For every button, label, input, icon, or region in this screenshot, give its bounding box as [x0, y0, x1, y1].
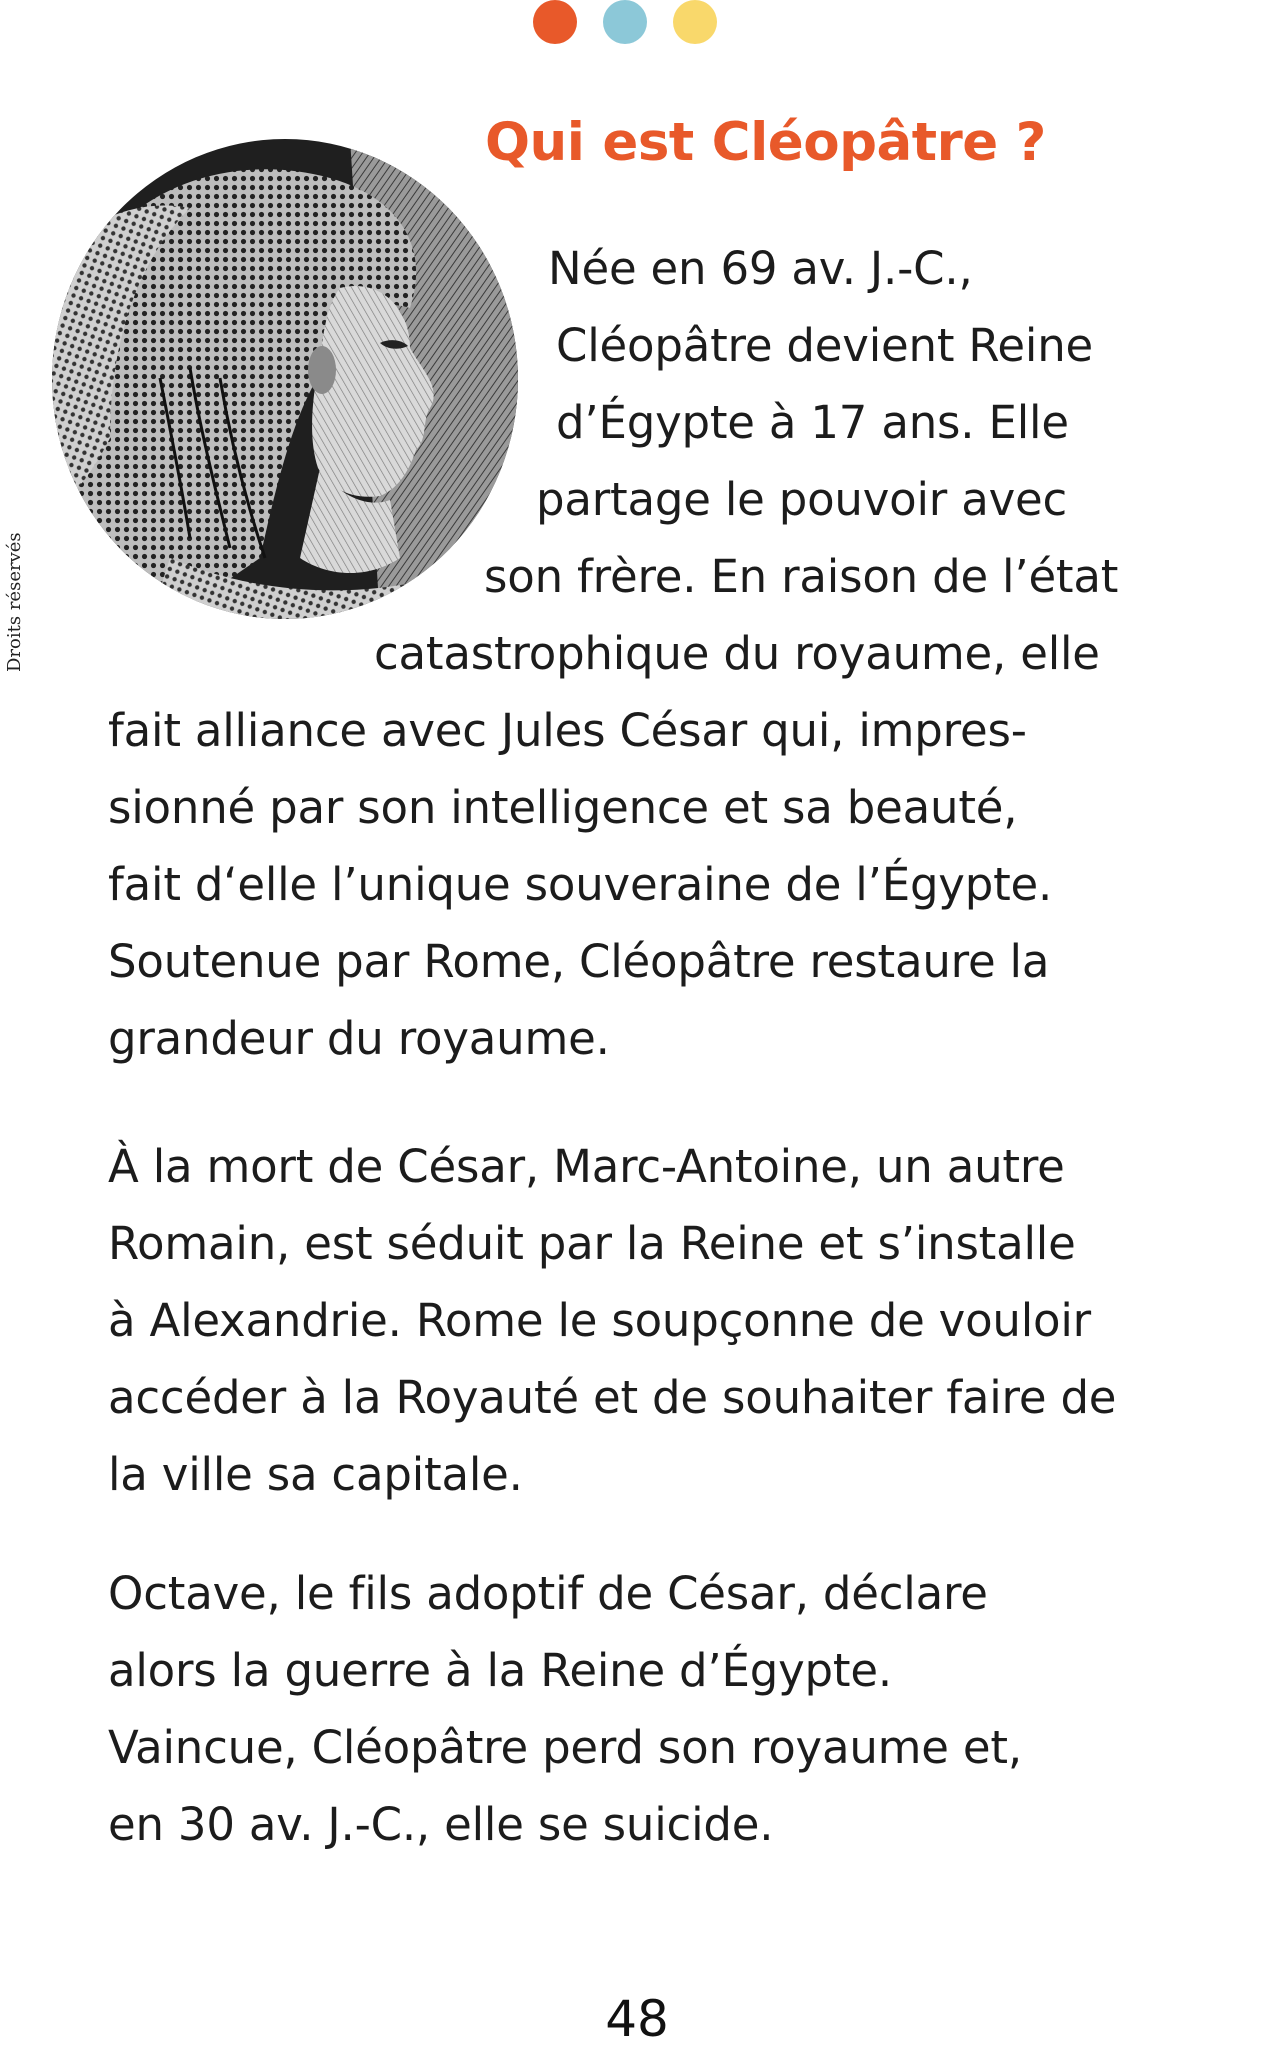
- paragraph-1-line: son frère. En raison de l’état: [484, 550, 1119, 603]
- paragraph-3: [108, 1555, 1022, 1863]
- paragraph-3-line: Octave, le fils adoptif de César, déclare: [108, 1567, 988, 1620]
- paragraph-3-line: en 30 av. J.-C., elle se suicide.: [108, 1798, 774, 1851]
- paragraph-1-line: Née en 69 av. J.-C.,: [548, 242, 973, 295]
- paragraph-2-line: la ville sa capitale.: [108, 1448, 523, 1501]
- paragraph-1-line: grandeur du royaume.: [108, 1012, 610, 1065]
- photo-credit: Droits réservés: [4, 532, 25, 672]
- paragraph-1-line: Soutenue par Rome, Cléopâtre restaure la: [108, 935, 1050, 988]
- paragraph-1: [0, 230, 1118, 1077]
- paragraph-1-line: fait alliance avec Jules César qui, impres-: [108, 704, 1027, 757]
- paragraph-1-line: sionné par son intelligence et sa beauté,: [108, 781, 1018, 834]
- yellow-dot-icon: [673, 0, 717, 44]
- decorative-dots: [0, 0, 1274, 50]
- paragraph-1-line: fait d‘elle l’unique souveraine de l’Égypte.: [108, 858, 1053, 911]
- paragraph-1-line: catastrophique du royaume, elle: [374, 627, 1100, 680]
- paragraph-1-line: Cléopâtre devient Reine: [556, 319, 1094, 372]
- paragraph-2-line: à Alexandrie. Rome le soupçonne de vouloir: [108, 1294, 1091, 1347]
- paragraph-2: [108, 1128, 1116, 1513]
- paragraph-3-line: alors la guerre à la Reine d’Égypte.: [108, 1644, 892, 1697]
- paragraph-2-line: Romain, est séduit par la Reine et s’installe: [108, 1217, 1076, 1270]
- paragraph-3-line: Vaincue, Cléopâtre perd son royaume et,: [108, 1721, 1022, 1774]
- page-title: Qui est Cléopâtre ?: [485, 112, 1046, 173]
- paragraph-2-line: accéder à la Royauté et de souhaiter faire de: [108, 1371, 1117, 1424]
- paragraph-1-line: d’Égypte à 17 ans. Elle: [556, 396, 1069, 449]
- orange-dot-icon: [533, 0, 577, 44]
- blue-dot-icon: [603, 0, 647, 44]
- paragraph-2-line: À la mort de César, Marc-Antoine, un autre: [108, 1140, 1065, 1193]
- page-number: 48: [605, 1990, 669, 2048]
- paragraph-1-line: partage le pouvoir avec: [536, 473, 1068, 526]
